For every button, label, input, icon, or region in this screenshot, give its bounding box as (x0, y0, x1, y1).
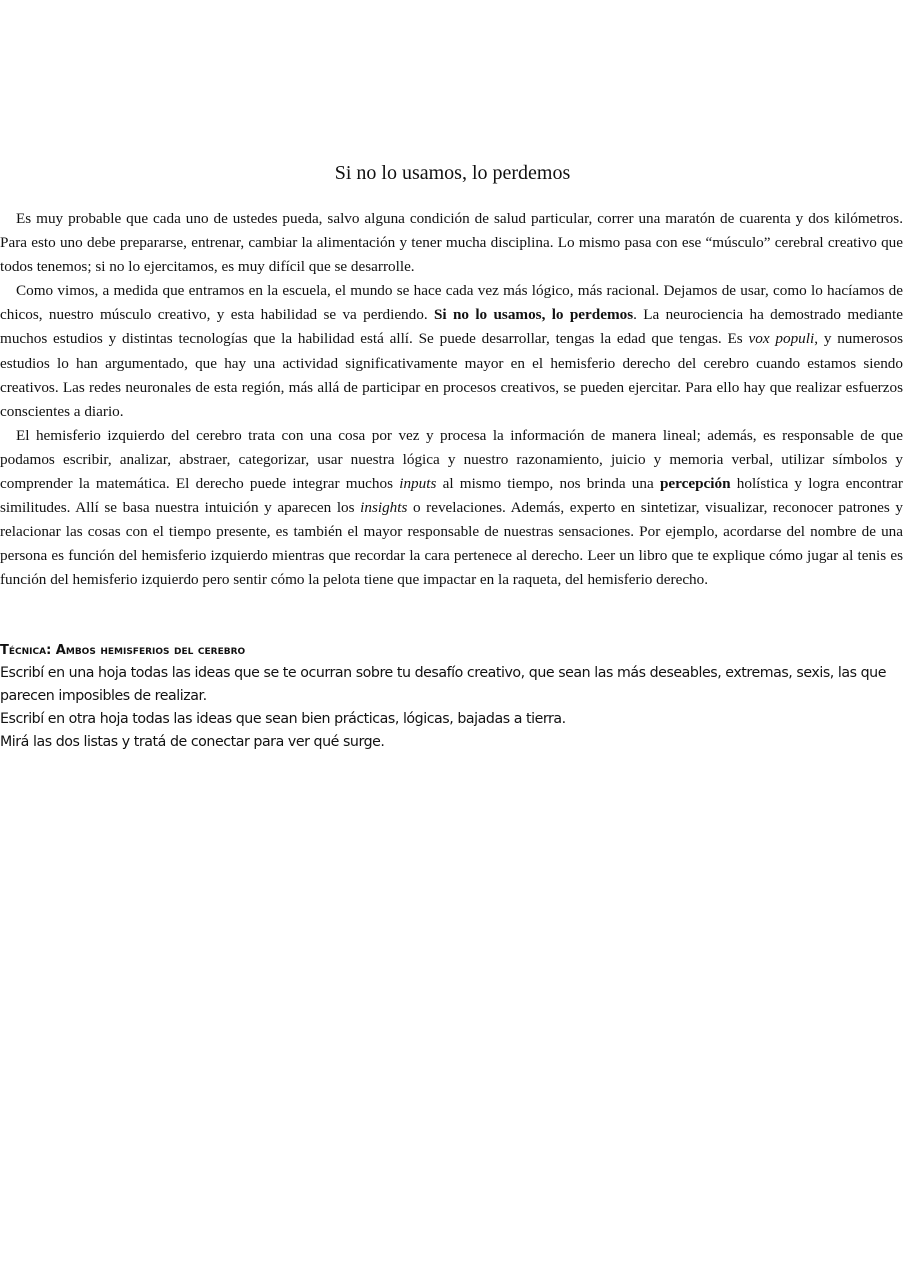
bold-text: Si no lo usamos, lo perdemos (433, 306, 634, 324)
technique-line: Escribí en una hoja todas las ideas que se te ocurran sobre tu desafío creativo, que sean las más deseables, extremas, sexis, las que parecen imposibles de realizar. (0, 665, 887, 704)
page-title: Si no lo usamos, lo perdemos (334, 162, 571, 184)
technique-section (0, 639, 900, 754)
italic-text: vox populi (748, 330, 815, 348)
text-run: Es muy probable que cada uno de ustedes pueda, salvo alguna condición de salud particular, correr una maratón de cuarenta y dos kilómetros. Para esto uno debe prepararse, entrenar, cambiar la alimentación y tener mucha disciplina. Lo mismo pasa con ese “músculo” cerebral creativo que todos tenemos; si no lo ejercitamos, es muy difícil que se desarrolle. (0, 210, 903, 276)
text-run: El hemisferio izquierdo del cerebro trata con una cosa por vez y procesa la información de manera lineal; además, es responsable de que podamos escribir, analizar, abstraer, categorizar, usar nuestra lógica y nuestro razonamiento, juicio y memoria verbal, utilizar símbolos y comprender la matemática. El derecho puede integrar muchos (0, 426, 903, 493)
italic-text: insights (360, 499, 408, 517)
text-run: , y numerosos estudios lo han argumentado, que hay una actividad significativamente mayor en el hemisferio derecho del cerebro cuando estamos siendo creativos. Las redes neuronales de esta región, más allá de participar en procesos creativos, se pueden ejercitar. Para ello hay que realizar esfuerzos conscientes a diario. (0, 330, 904, 420)
text-run: Como vimos, a medida que entramos en la escuela, el mundo se hace cada vez más lógico, más racional. Dejamos de usar, como lo hacíamos de chicos, nuestro músculo creativo, y esta habilidad se va perdiendo. (0, 282, 903, 324)
paragraph (0, 207, 903, 279)
bold-text: percepción (659, 475, 731, 493)
paragraph (0, 279, 903, 424)
body-text (0, 207, 903, 593)
technique-line: Mirá las dos listas y tratá de conectar para ver qué surge. (0, 734, 385, 750)
technique-line: Escribí en otra hoja todas las ideas que sean bien prácticas, lógicas, bajadas a tierra. (0, 711, 566, 727)
paragraph (0, 424, 903, 593)
text-run: holística y logra encontrar similitudes. Allí se basa nuestra intuición y aparecen los (0, 475, 903, 517)
technique-heading: Técnica: Ambos hemisferios del cerebro (0, 643, 246, 658)
text-run: . La neurociencia ha demostrado mediante muchos estudios y distintas tecnologías que la habilidad está allí. Se puede desarrollar, tengas la edad que tengas. Es (0, 306, 903, 348)
text-run: al mismo tiempo, nos brinda una (436, 475, 660, 493)
italic-text: inputs (399, 475, 437, 493)
text-run: o revelaciones. Además, experto en sintetizar, visualizar, reconocer patrones y relacionar las cosas con el tiempo presente, es también el mayor responsable de nuestras sensaciones. Por ejemplo, acordarse del nombre de una persona es función del hemisferio izquierdo mientras que recordar la cara pertenece al derecho. Leer un libro que te explique cómo jugar al tenis es función del hemisferio izquierdo pero sentir cómo la pelota tiene que impactar en la raqueta, del hemisferio derecho. (0, 499, 903, 589)
